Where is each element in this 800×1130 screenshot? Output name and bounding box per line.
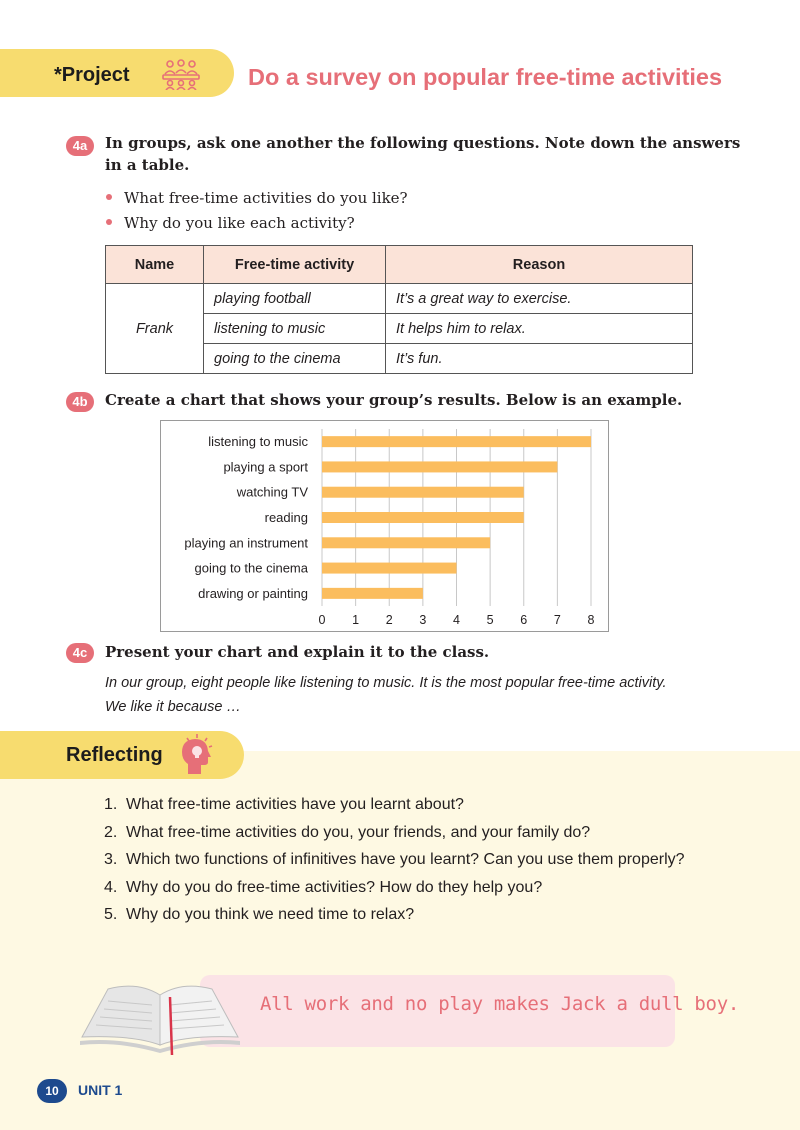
- chart-category-label: going to the cinema: [194, 560, 308, 576]
- bullet-text: What free-time activities do you like?: [124, 189, 408, 207]
- badge-4b: 4b: [66, 392, 94, 412]
- instruction-4a: [105, 132, 740, 176]
- question-text: What free-time activities do you, your friends, and your family do?: [126, 823, 591, 841]
- chart-x-tick-label: 7: [553, 613, 561, 627]
- page-number: 10: [37, 1079, 67, 1103]
- chart-category-label: reading: [264, 510, 308, 525]
- list-item: [104, 846, 704, 874]
- cell-reason: It helps him to relax.: [386, 314, 693, 344]
- chart-x-tick-label: 5: [486, 613, 494, 627]
- header-activity: Free-time activity: [204, 246, 386, 284]
- chart-bar: [322, 563, 457, 574]
- bullet-question-1: [106, 187, 408, 209]
- chart-x-tick-label: 0: [318, 613, 326, 627]
- question-number: 2.: [104, 823, 118, 841]
- chart-category-label: watching TV: [236, 484, 308, 500]
- header-name: Name: [106, 246, 204, 284]
- chart-svg: [161, 421, 610, 633]
- cell-activity: playing football: [204, 284, 386, 314]
- instruction-4b: Create a chart that shows your group’s results. Below is an example.: [105, 391, 683, 409]
- unit-label: UNIT 1: [78, 1082, 123, 1098]
- project-title: Do a survey on popular free-time activities: [248, 64, 723, 90]
- project-label: *Project: [54, 64, 130, 86]
- chart-bar: [322, 512, 524, 523]
- chart-bar: [322, 461, 557, 472]
- chart-x-tick-label: 3: [419, 613, 427, 627]
- question-number: 1.: [104, 796, 118, 813]
- list-item: [104, 901, 704, 929]
- bullet-dot-icon: [106, 219, 112, 225]
- present-example-line1: In our group, eight people like listening to music. It is the most popular free-time activity.: [105, 675, 667, 691]
- chart-category-label: drawing or painting: [198, 585, 308, 601]
- chart-category-label: listening to music: [208, 434, 308, 450]
- list-item: [104, 791, 704, 819]
- present-example: [105, 671, 725, 719]
- badge-4c: 4c: [66, 643, 94, 663]
- present-example-line2: We like it because …: [105, 699, 241, 715]
- badge-4a: 4a: [66, 136, 94, 156]
- bullet-text: Why do you like each activity?: [124, 214, 355, 232]
- cell-name: Frank: [106, 284, 204, 374]
- reflecting-questions: [104, 791, 704, 929]
- instruction-4c: Present your chart and explain it to the class.: [105, 643, 490, 661]
- question-text: Which two functions of infinitives have you learnt? Can you use them properly?: [126, 851, 685, 868]
- instruction-4a-line1: In groups, ask one another the following questions. Note down the answers: [105, 134, 741, 152]
- group-people-icon: [160, 58, 202, 90]
- bullet-question-2: [106, 212, 355, 234]
- question-text: Why do you do free-time activities? How do they help you?: [126, 878, 543, 896]
- table-row: [106, 284, 693, 314]
- chart-x-tick-label: 4: [453, 613, 460, 627]
- chart-bar: [322, 537, 490, 548]
- question-text: Why do you think we need time to relax?: [126, 906, 415, 923]
- cell-reason: It’s fun.: [386, 344, 693, 374]
- open-book-icon: [78, 975, 242, 1055]
- chart-category-label: playing an instrument: [184, 535, 308, 551]
- chart-x-tick-label: 2: [385, 613, 393, 627]
- instruction-4a-line2: in a table.: [105, 156, 190, 174]
- quote-text: All work and no play makes Jack a dull boy.: [260, 993, 739, 1015]
- list-item: [104, 874, 704, 902]
- chart-bar: [322, 588, 423, 599]
- question-number: 5.: [104, 906, 118, 923]
- bullet-dot-icon: [106, 194, 112, 200]
- chart-x-tick-label: 8: [587, 613, 595, 627]
- cell-activity: going to the cinema: [204, 344, 386, 374]
- header-reason: Reason: [386, 246, 693, 284]
- thinking-head-lightbulb-icon: [180, 734, 218, 776]
- chart-x-tick-label: 1: [352, 613, 360, 627]
- table-header-row: [106, 246, 693, 284]
- question-number: 3.: [104, 851, 118, 868]
- activity-bar-chart: [160, 420, 609, 632]
- survey-table: [105, 245, 693, 374]
- list-item: [104, 819, 704, 847]
- question-text: What free-time activities have you learnt about?: [126, 796, 464, 813]
- reflecting-label: Reflecting: [66, 744, 163, 766]
- cell-reason: It’s a great way to exercise.: [386, 284, 693, 314]
- cell-activity: listening to music: [204, 314, 386, 344]
- chart-bar: [322, 436, 591, 447]
- question-number: 4.: [104, 878, 118, 896]
- chart-bar: [322, 487, 524, 498]
- chart-category-label: playing a sport: [223, 459, 308, 475]
- chart-x-tick-label: 6: [520, 613, 528, 627]
